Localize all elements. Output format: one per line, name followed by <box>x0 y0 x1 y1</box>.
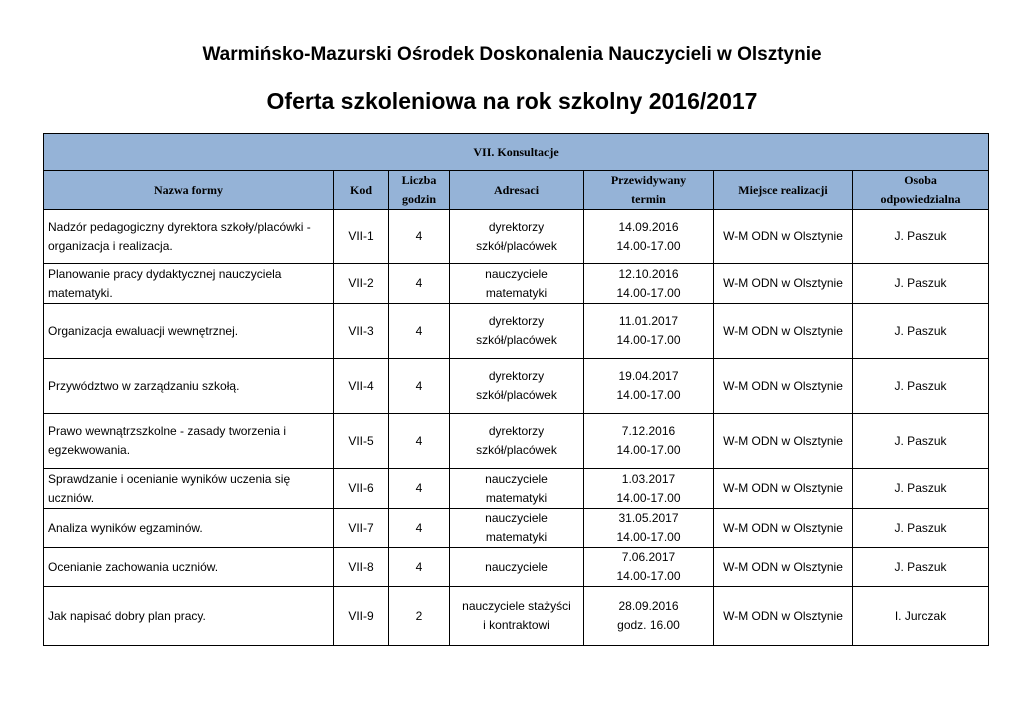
column-header-person: Osoba odpowiedzialna <box>853 171 989 210</box>
person-cell: J. Paszuk <box>853 414 989 469</box>
table-row <box>44 469 989 509</box>
hours-cell: 4 <box>389 548 450 587</box>
hours-cell: 4 <box>389 304 450 359</box>
term-cell <box>584 359 714 414</box>
hours-cell: 4 <box>389 264 450 304</box>
table-row <box>44 548 989 587</box>
term-date: 19.04.2017 <box>618 369 679 383</box>
person-cell: J. Paszuk <box>853 304 989 359</box>
hours-cell: 4 <box>389 414 450 469</box>
form-name-cell: Sprawdzanie i ocenianie wyników uczenia się uczniów. <box>44 469 334 509</box>
term-time: 14.00-17.00 <box>616 238 681 253</box>
term-time: 14.00-17.00 <box>616 490 681 505</box>
column-header-place: Miejsce realizacji <box>714 171 853 210</box>
audience-cell <box>450 548 584 587</box>
audience-line: szkół/placówek <box>476 388 557 402</box>
audience-line: nauczyciele matematyki <box>485 266 548 300</box>
column-header-code: Kod <box>334 171 389 210</box>
term-time: 14.00-17.00 <box>616 333 681 347</box>
person-cell: J. Paszuk <box>853 359 989 414</box>
place-cell: W-M ODN w Olsztynie <box>714 264 853 304</box>
form-name-cell: Analiza wyników egzaminów. <box>44 509 334 548</box>
term-cell <box>584 587 714 646</box>
hours-cell: 4 <box>389 469 450 509</box>
place-cell: W-M ODN w Olsztynie <box>714 548 853 587</box>
code-cell: VII-9 <box>334 587 389 646</box>
term-time: 14.00-17.00 <box>616 388 681 402</box>
training-offer-table <box>43 133 989 646</box>
audience-cell <box>450 304 584 359</box>
form-name-cell: Przywództwo w zarządzaniu szkołą. <box>44 359 334 414</box>
term-time: 14.00-17.00 <box>616 569 681 583</box>
form-name-cell: Nadzór pedagogiczny dyrektora szkoły/placówki - organizacja i realizacja. <box>44 210 334 264</box>
code-cell: VII-8 <box>334 548 389 587</box>
term-date: 31.05.2017 <box>618 511 679 525</box>
table-row <box>44 304 989 359</box>
audience-line: szkół/placówek <box>476 443 557 457</box>
code-cell: VII-7 <box>334 509 389 548</box>
term-cell <box>584 264 714 304</box>
term-time: 14.00-17.00 <box>616 530 681 544</box>
person-cell: I. Jurczak <box>853 587 989 646</box>
audience-cell <box>450 210 584 264</box>
term-time: 14.00-17.00 <box>616 285 681 300</box>
place-cell: W-M ODN w Olsztynie <box>714 210 853 264</box>
form-name-cell: Planowanie pracy dydaktycznej nauczyciela matematyki. <box>44 264 334 304</box>
column-header-audience: Adresaci <box>450 171 584 210</box>
form-name-cell: Organizacja ewaluacji wewnętrznej. <box>44 304 334 359</box>
code-cell: VII-6 <box>334 469 389 509</box>
code-cell: VII-4 <box>334 359 389 414</box>
audience-cell <box>450 264 584 304</box>
column-header-name: Nazwa formy <box>44 171 334 210</box>
audience-line: dyrektorzy <box>488 424 545 438</box>
person-cell: J. Paszuk <box>853 469 989 509</box>
table-row <box>44 359 989 414</box>
place-cell: W-M ODN w Olsztynie <box>714 469 853 509</box>
hours-cell: 2 <box>389 587 450 646</box>
person-cell: J. Paszuk <box>853 264 989 304</box>
person-cell: J. Paszuk <box>853 509 989 548</box>
term-cell <box>584 210 714 264</box>
audience-cell <box>450 469 584 509</box>
audience-line: dyrektorzy <box>488 369 545 383</box>
audience-line: szkół/placówek <box>476 238 557 253</box>
form-name-cell: Prawo wewnątrzszkolne - zasady tworzenia i egzekwowania. <box>44 414 334 469</box>
table-row <box>44 414 989 469</box>
person-cell: J. Paszuk <box>853 210 989 264</box>
audience-line: i kontraktowi <box>483 618 550 632</box>
audience-cell <box>450 587 584 646</box>
place-cell: W-M ODN w Olsztynie <box>714 509 853 548</box>
term-cell <box>584 548 714 587</box>
section-title: VII. Konsultacje <box>44 134 989 171</box>
place-cell: W-M ODN w Olsztynie <box>714 414 853 469</box>
audience-cell <box>450 509 584 548</box>
audience-cell <box>450 414 584 469</box>
table-row <box>44 509 989 548</box>
code-cell: VII-3 <box>334 304 389 359</box>
form-name-cell: Jak napisać dobry plan pracy. <box>44 587 334 646</box>
code-cell: VII-1 <box>334 210 389 264</box>
table-row <box>44 210 989 264</box>
hours-cell: 4 <box>389 509 450 548</box>
term-date: 14.09.2016 <box>618 219 679 234</box>
place-cell: W-M ODN w Olsztynie <box>714 359 853 414</box>
audience-line: nauczyciele matematyki <box>485 511 548 544</box>
code-cell: VII-5 <box>334 414 389 469</box>
term-cell <box>584 509 714 548</box>
audience-line: dyrektorzy <box>488 219 545 234</box>
table-row <box>44 587 989 646</box>
form-name-cell: Ocenianie zachowania uczniów. <box>44 548 334 587</box>
column-header-hours: Liczba godzin <box>389 171 450 210</box>
term-date: 11.01.2017 <box>618 314 679 328</box>
audience-line: nauczyciele matematyki <box>485 471 548 505</box>
page-title: Oferta szkoleniowa na rok szkolny 2016/2017 <box>266 88 758 114</box>
person-cell: J. Paszuk <box>853 548 989 587</box>
term-cell <box>584 304 714 359</box>
place-cell: W-M ODN w Olsztynie <box>714 587 853 646</box>
column-header-term: Przewidywany termin <box>584 171 714 210</box>
audience-line: szkół/placówek <box>476 333 557 347</box>
term-time: godz. 16.00 <box>617 618 680 632</box>
hours-cell: 4 <box>389 210 450 264</box>
place-cell: W-M ODN w Olsztynie <box>714 304 853 359</box>
table-row <box>44 264 989 304</box>
term-date: 7.12.2016 <box>621 424 676 438</box>
audience-line: dyrektorzy <box>488 314 545 328</box>
audience-line: nauczyciele <box>485 559 548 574</box>
term-date: 28.09.2016 <box>618 599 679 613</box>
term-cell <box>584 469 714 509</box>
term-date: 7.06.2017 <box>621 550 676 564</box>
audience-cell <box>450 359 584 414</box>
code-cell: VII-2 <box>334 264 389 304</box>
term-cell <box>584 414 714 469</box>
audience-line: nauczyciele stażyści <box>462 599 571 613</box>
hours-cell: 4 <box>389 359 450 414</box>
institution-title: Warmińsko-Mazurski Ośrodek Doskonalenia Nauczycieli w Olsztynie <box>202 44 822 65</box>
term-time: 14.00-17.00 <box>616 443 681 457</box>
term-date: 1.03.2017 <box>621 471 676 486</box>
term-date: 12.10.2016 <box>618 266 679 281</box>
